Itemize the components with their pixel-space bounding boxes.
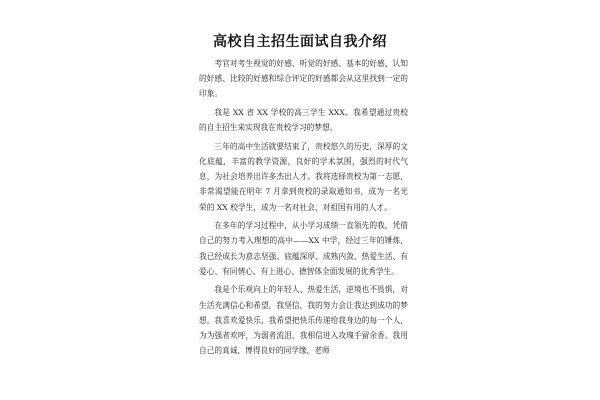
paragraph-school-choice: 三年的高中生活就要结束了，贵校悠久的历史，深厚的文化底蕴，丰富的教学资源，良好的学术氛围，强烈的时代气息，为社会培养出许多杰出人才。我将选择贵校为第一志愿，非常渴望能在明年 7 月拿到贵校的录取通知书，成为一名光荣的 XX 校学生，成为一名对社会、对祖国有用的人才。 — [199, 141, 408, 212]
paragraph-study-experience: 在多年的学习过程中，从小学习成绩一直领先的我，凭借自己的努力考入理想的高中——XX 中学，经过三年的锤炼，我已经成长为意志坚强、底蕴深厚、成熟内敛、热爱生活、有爱心、有同情心、有上进心、德智体全面发展的优秀学生。 — [199, 221, 408, 276]
document-body — [199, 56, 408, 362]
paragraph-self-introduction: 我是 XX 省 XX 学校的高三学生 XXX。我希望通过贵校的自主招生来实现我在贵校学习的梦想。 — [199, 108, 408, 133]
paragraph-intro: 考官对考生视觉的好感、听觉的好感、基本的好感、认知的好感、比较的好感和综合评定的好感都会从这里找到一定的印象。 — [199, 59, 408, 99]
document-title: 高校自主招生面试自我介绍 — [213, 34, 387, 50]
paragraph-personality: 我是个乐观向上的年轻人、热爱生活，逆境也不畏惧，对生活充满信心和希望，我坚信，我的努力会让我达到成功的梦想。我喜欢爱快乐，我希望把快乐传递给我身边的每一个人，为为强者欢呼，为弱者流泪，我相信进入攻瑰手留余香。我用自己的真诚，博得良好的同学缘，老师 — [199, 285, 408, 356]
